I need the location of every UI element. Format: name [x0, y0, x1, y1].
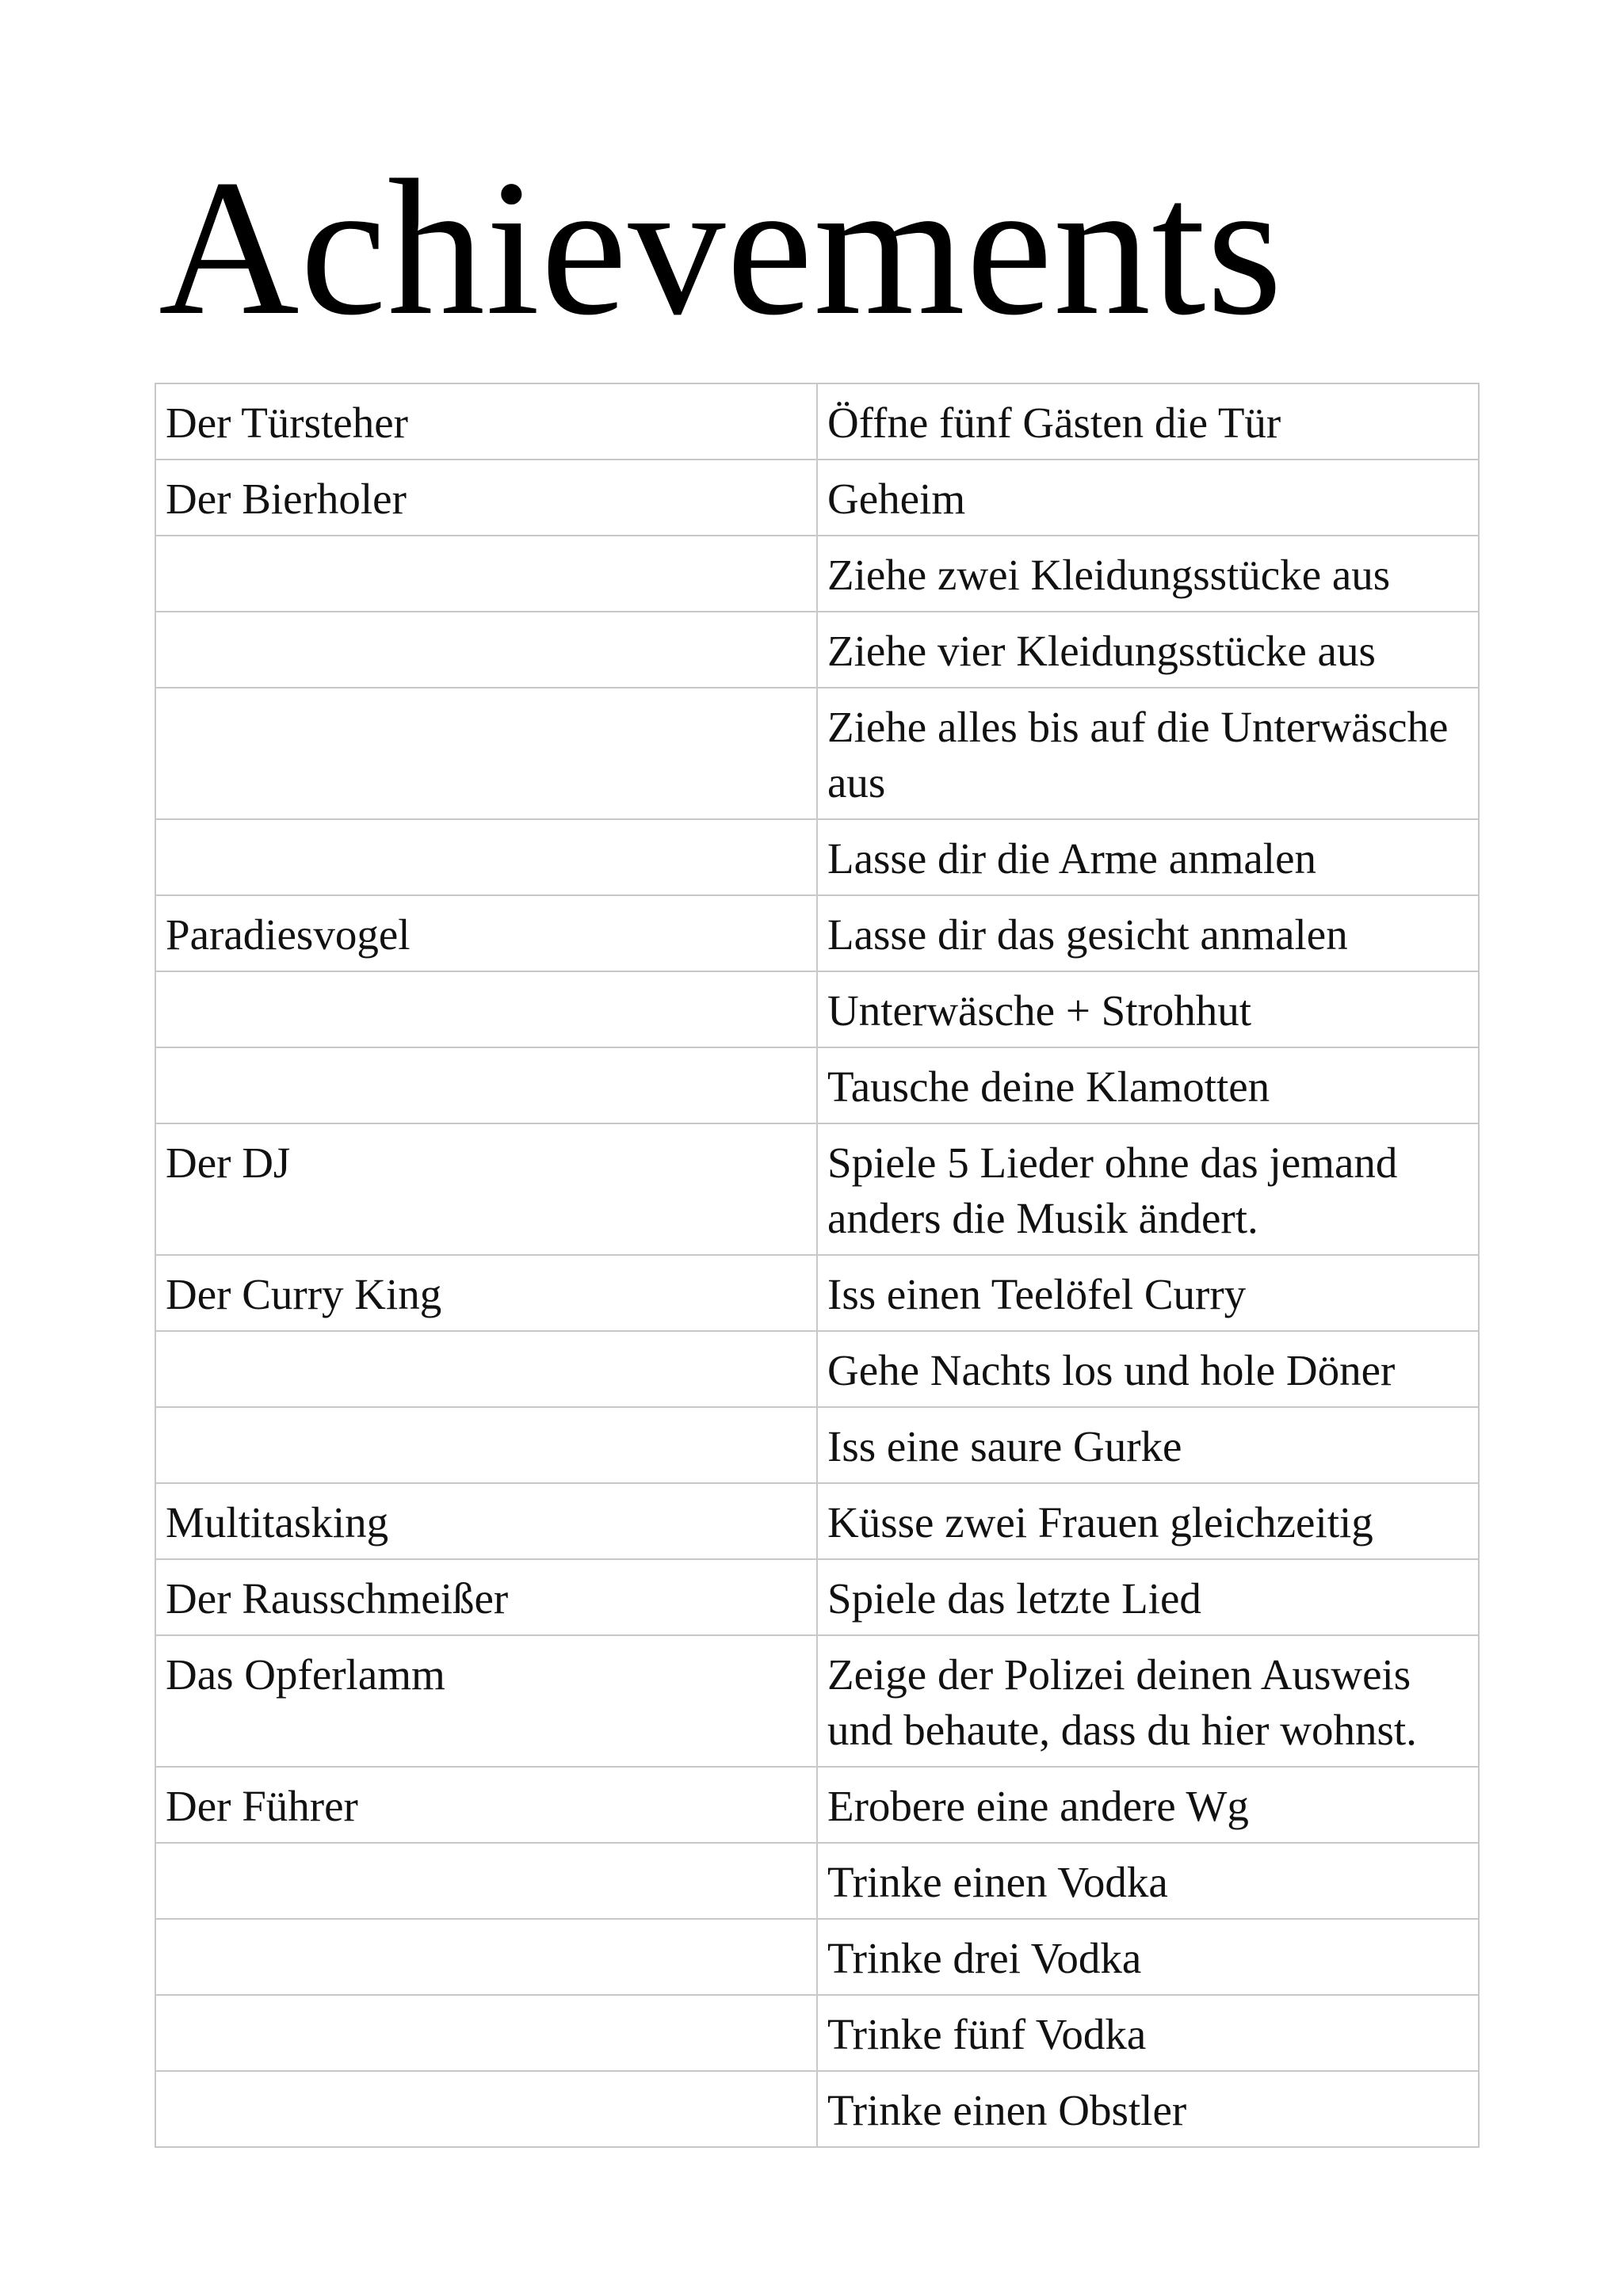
achievement-name-cell — [155, 819, 817, 895]
table-row — [155, 536, 1479, 612]
table-row — [155, 1995, 1479, 2071]
achievement-name-cell — [155, 1407, 817, 1483]
achievement-name-cell — [155, 1331, 817, 1407]
table-row — [155, 895, 1479, 971]
table-row — [155, 1047, 1479, 1123]
achievement-task-cell: Trinke drei Vodka — [817, 1919, 1479, 1995]
achievement-name-cell — [155, 2071, 817, 2147]
achievement-task-cell: Tausche deine Klamotten — [817, 1047, 1479, 1123]
table-row — [155, 383, 1479, 460]
table-row — [155, 460, 1479, 536]
table-row — [155, 688, 1479, 819]
achievement-name-cell: Der Türsteher — [155, 383, 817, 460]
achievement-task-cell: Spiele das letzte Lied — [817, 1559, 1479, 1635]
table-row — [155, 1843, 1479, 1919]
table-row — [155, 2071, 1479, 2147]
achievement-task-cell: Trinke fünf Vodka — [817, 1995, 1479, 2071]
achievement-name-cell: Der Curry King — [155, 1255, 817, 1331]
achievement-name-cell: Paradiesvogel — [155, 895, 817, 971]
achievement-task-cell: Zeige der Polizei deinen Ausweis und behaute, dass du hier wohnst. — [817, 1635, 1479, 1767]
table-row — [155, 971, 1479, 1047]
achievement-task-cell: Ziehe vier Kleidungsstücke aus — [817, 612, 1479, 688]
table-row — [155, 819, 1479, 895]
achievement-name-cell: Der Rausschmeißer — [155, 1559, 817, 1635]
achievement-task-cell: Iss einen Teelöfel Curry — [817, 1255, 1479, 1331]
achievement-task-cell: Spiele 5 Lieder ohne das jemand anders die Musik ändert. — [817, 1123, 1479, 1255]
achievement-task-cell: Gehe Nachts los und hole Döner — [817, 1331, 1479, 1407]
achievement-name-cell: Das Opferlamm — [155, 1635, 817, 1767]
achievement-task-cell: Trinke einen Vodka — [817, 1843, 1479, 1919]
table-row — [155, 1635, 1479, 1767]
table-row — [155, 1483, 1479, 1559]
achievement-name-cell: Der Bierholer — [155, 460, 817, 536]
achievement-task-cell: Trinke einen Obstler — [817, 2071, 1479, 2147]
table-row — [155, 1331, 1479, 1407]
achievement-name-cell: Der Führer — [155, 1767, 817, 1843]
table-row — [155, 1919, 1479, 1995]
page-title: Achievements — [158, 140, 1284, 356]
achievement-name-cell: Der DJ — [155, 1123, 817, 1255]
achievement-task-cell: Unterwäsche + Strohhut — [817, 971, 1479, 1047]
achievement-task-cell: Lasse dir die Arme anmalen — [817, 819, 1479, 895]
table-row — [155, 1407, 1479, 1483]
table-row — [155, 1767, 1479, 1843]
achievement-task-cell: Geheim — [817, 460, 1479, 536]
achievement-name-cell — [155, 612, 817, 688]
achievement-task-cell: Erobere eine andere Wg — [817, 1767, 1479, 1843]
achievement-name-cell — [155, 971, 817, 1047]
achievement-task-cell: Iss eine saure Gurke — [817, 1407, 1479, 1483]
achievements-table — [155, 383, 1480, 2148]
achievement-task-cell: Ziehe zwei Kleidungsstücke aus — [817, 536, 1479, 612]
achievement-name-cell — [155, 1843, 817, 1919]
table-row — [155, 612, 1479, 688]
table-row — [155, 1255, 1479, 1331]
table-row — [155, 1123, 1479, 1255]
achievement-name-cell: Multitasking — [155, 1483, 817, 1559]
achievement-task-cell: Öffne fünf Gästen die Tür — [817, 383, 1479, 460]
achievement-name-cell — [155, 1047, 817, 1123]
achievement-name-cell — [155, 1919, 817, 1995]
achievement-task-cell: Ziehe alles bis auf die Unterwäsche aus — [817, 688, 1479, 819]
table-row — [155, 1559, 1479, 1635]
achievement-task-cell: Küsse zwei Frauen gleichzeitig — [817, 1483, 1479, 1559]
achievement-name-cell — [155, 688, 817, 819]
achievement-name-cell — [155, 536, 817, 612]
achievement-name-cell — [155, 1995, 817, 2071]
achievement-task-cell: Lasse dir das gesicht anmalen — [817, 895, 1479, 971]
